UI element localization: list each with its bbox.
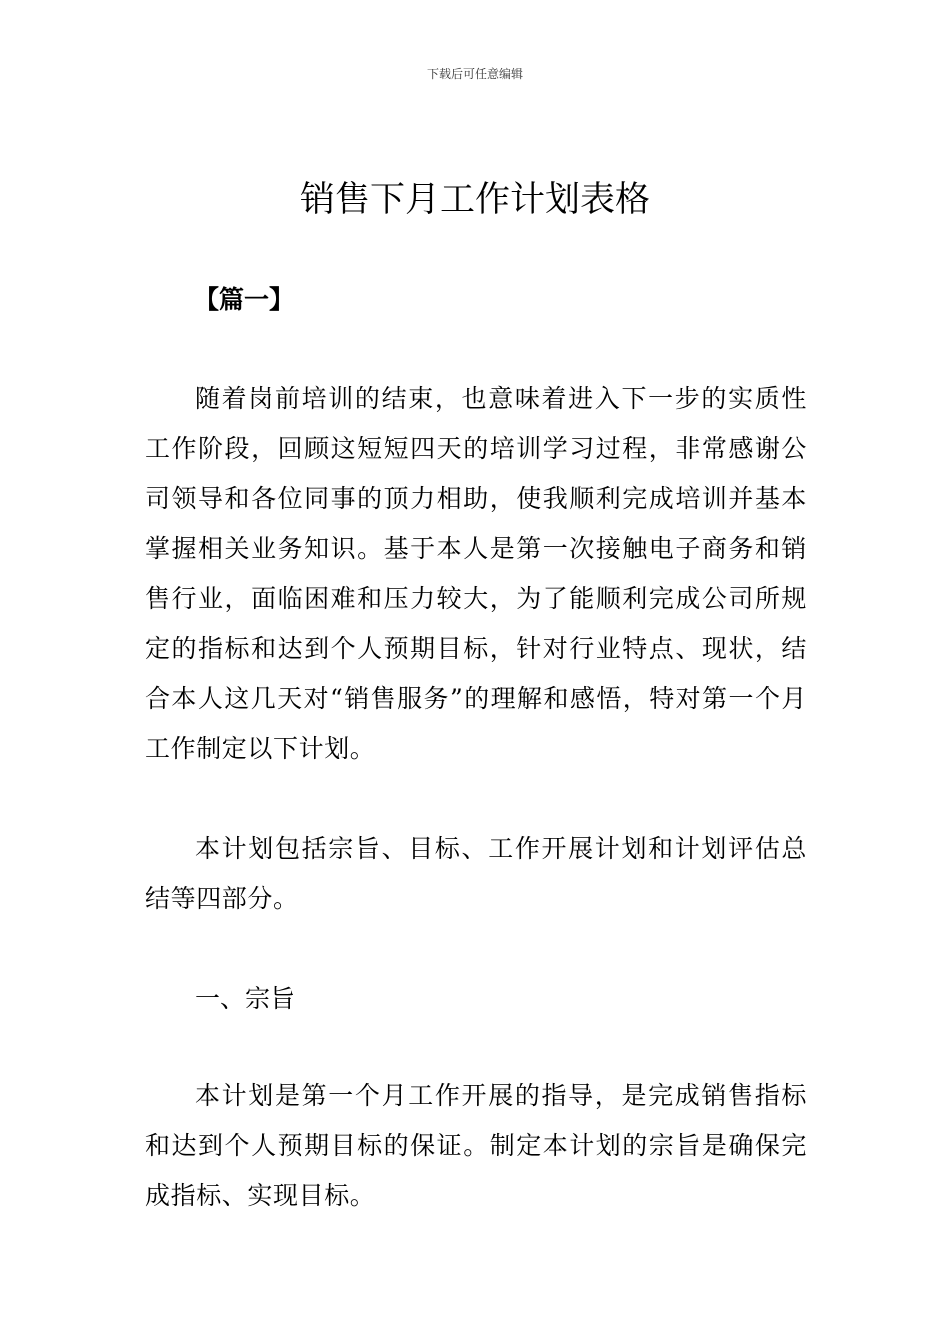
paragraph-plan-overview: 本计划包括宗旨、目标、工作开展计划和计划评估总结等四部分。 (145, 834, 807, 913)
section-tag: 【篇一】 (194, 285, 295, 314)
document-title: 销售下月工作计划表格 (299, 180, 650, 220)
section-heading-purpose: 一、宗旨 (195, 984, 296, 1013)
paragraph-intro: 随着岗前培训的结束，也意味着进入下一步的实质性工作阶段，回顾这短短四天的培训学习过程，非常感谢公司领导和各位同事的顶力相助，使我顺利完成培训并基本掌握相关业务知识。基于本人是第一次接触电子商务和销售行业，面临困难和压力较大，为了能顺利完成公司所规定的指标和达到个人预期目标，针对行业特点、现状，结合本人这几天对“销售服务”的理解和感悟，特对第一个月工作制定以下计划。 (145, 384, 807, 763)
header-note: 下载后可任意编辑 (426, 67, 523, 81)
paragraph-purpose: 本计划是第一个月工作开展的指导，是完成销售指标和达到个人预期目标的保证。制定本计划的宗旨是确保完成指标、实现目标。 (145, 1081, 807, 1210)
